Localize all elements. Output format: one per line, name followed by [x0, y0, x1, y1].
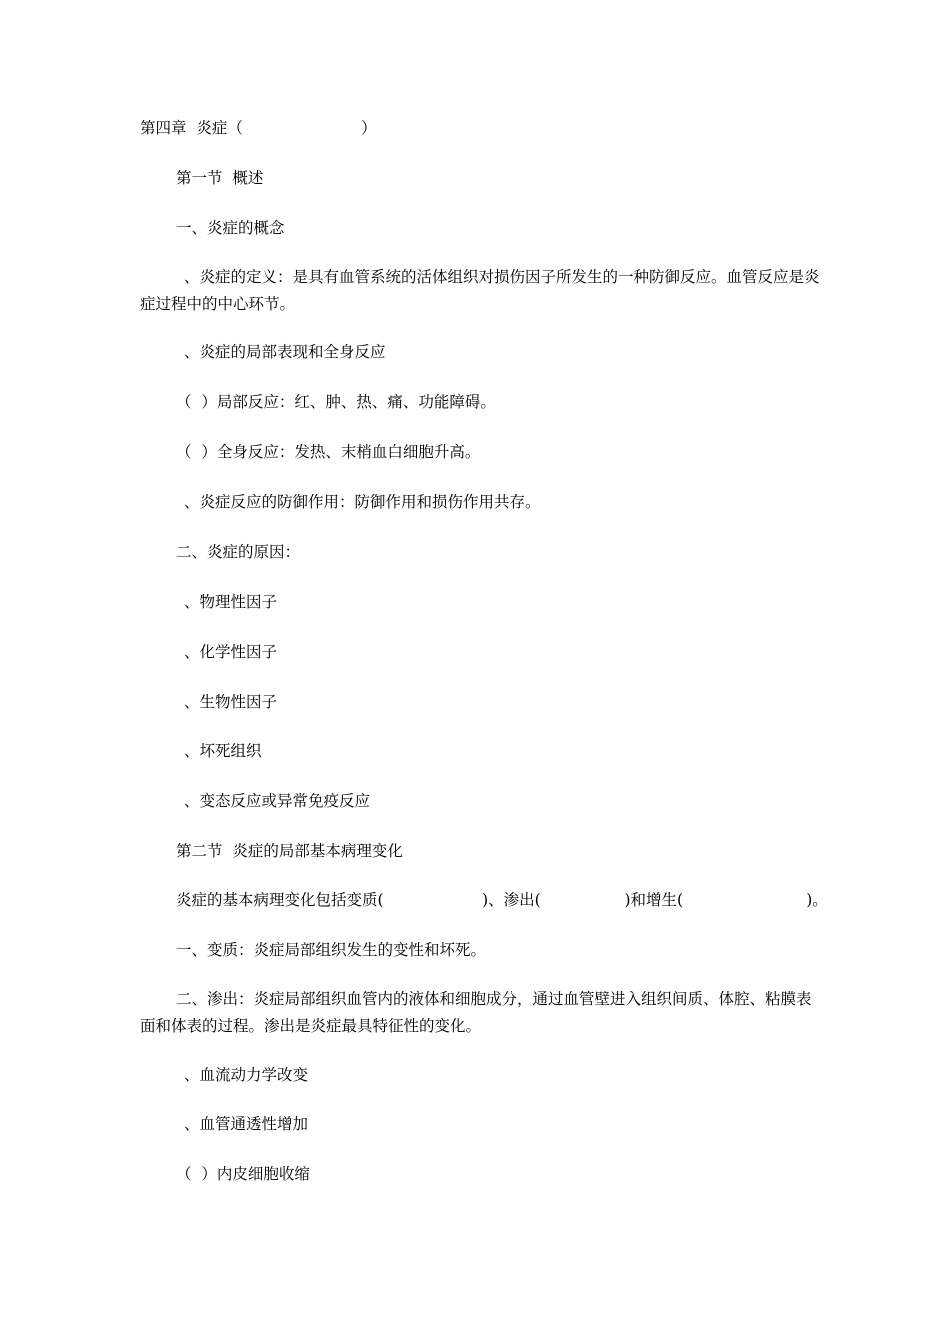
section-title: 第二节 炎症的局部基本病理变化 — [176, 842, 403, 860]
list-item: 、炎症反应的防御作用：防御作用和损伤作用共存。 — [184, 493, 541, 511]
paragraph: 炎症的基本病理变化包括变质( )、渗出( )和增生( )。 — [176, 891, 828, 909]
list-item: （ ）内皮细胞收缩 — [176, 1165, 310, 1183]
list-item: 、化学性因子 — [184, 643, 278, 661]
list-item: 、坏死组织 — [184, 742, 262, 760]
list-item: 、物理性因子 — [184, 593, 278, 611]
section-title: 第一节 概述 — [176, 169, 264, 187]
definition-paragraph: 、炎症的定义：是具有血管系统的活体组织对损伤因子所发生的一种防御反应。血管反应是炎症过程中的中心环节。 — [140, 268, 820, 313]
list-item: （ ）局部反应：红、肿、热、痛、功能障碍。 — [176, 393, 496, 411]
subsection-heading: 二、炎症的原因： — [176, 543, 301, 561]
list-item: （ ）全身反应：发热、末梢血白细胞升高。 — [176, 443, 481, 461]
subsection-heading: 一、炎症的概念 — [176, 219, 285, 237]
chapter-title: 第四章 炎症（ ） — [140, 119, 377, 137]
list-item: 、血流动力学改变 — [184, 1066, 309, 1084]
paragraph: 一、变质：炎症局部组织发生的变性和坏死。 — [176, 941, 487, 959]
list-item: 、炎症的局部表现和全身反应 — [184, 343, 386, 361]
exudation-paragraph: 二、渗出：炎症局部组织血管内的液体和细胞成分，通过血管壁进入组织间质、体腔、粘膜表面和体表的过程。渗出是炎症最具特征性的变化。 — [140, 990, 812, 1035]
list-item: 、血管通透性增加 — [184, 1115, 309, 1133]
list-item: 、生物性因子 — [184, 693, 278, 711]
list-item: 、变态反应或异常免疫反应 — [184, 792, 371, 810]
